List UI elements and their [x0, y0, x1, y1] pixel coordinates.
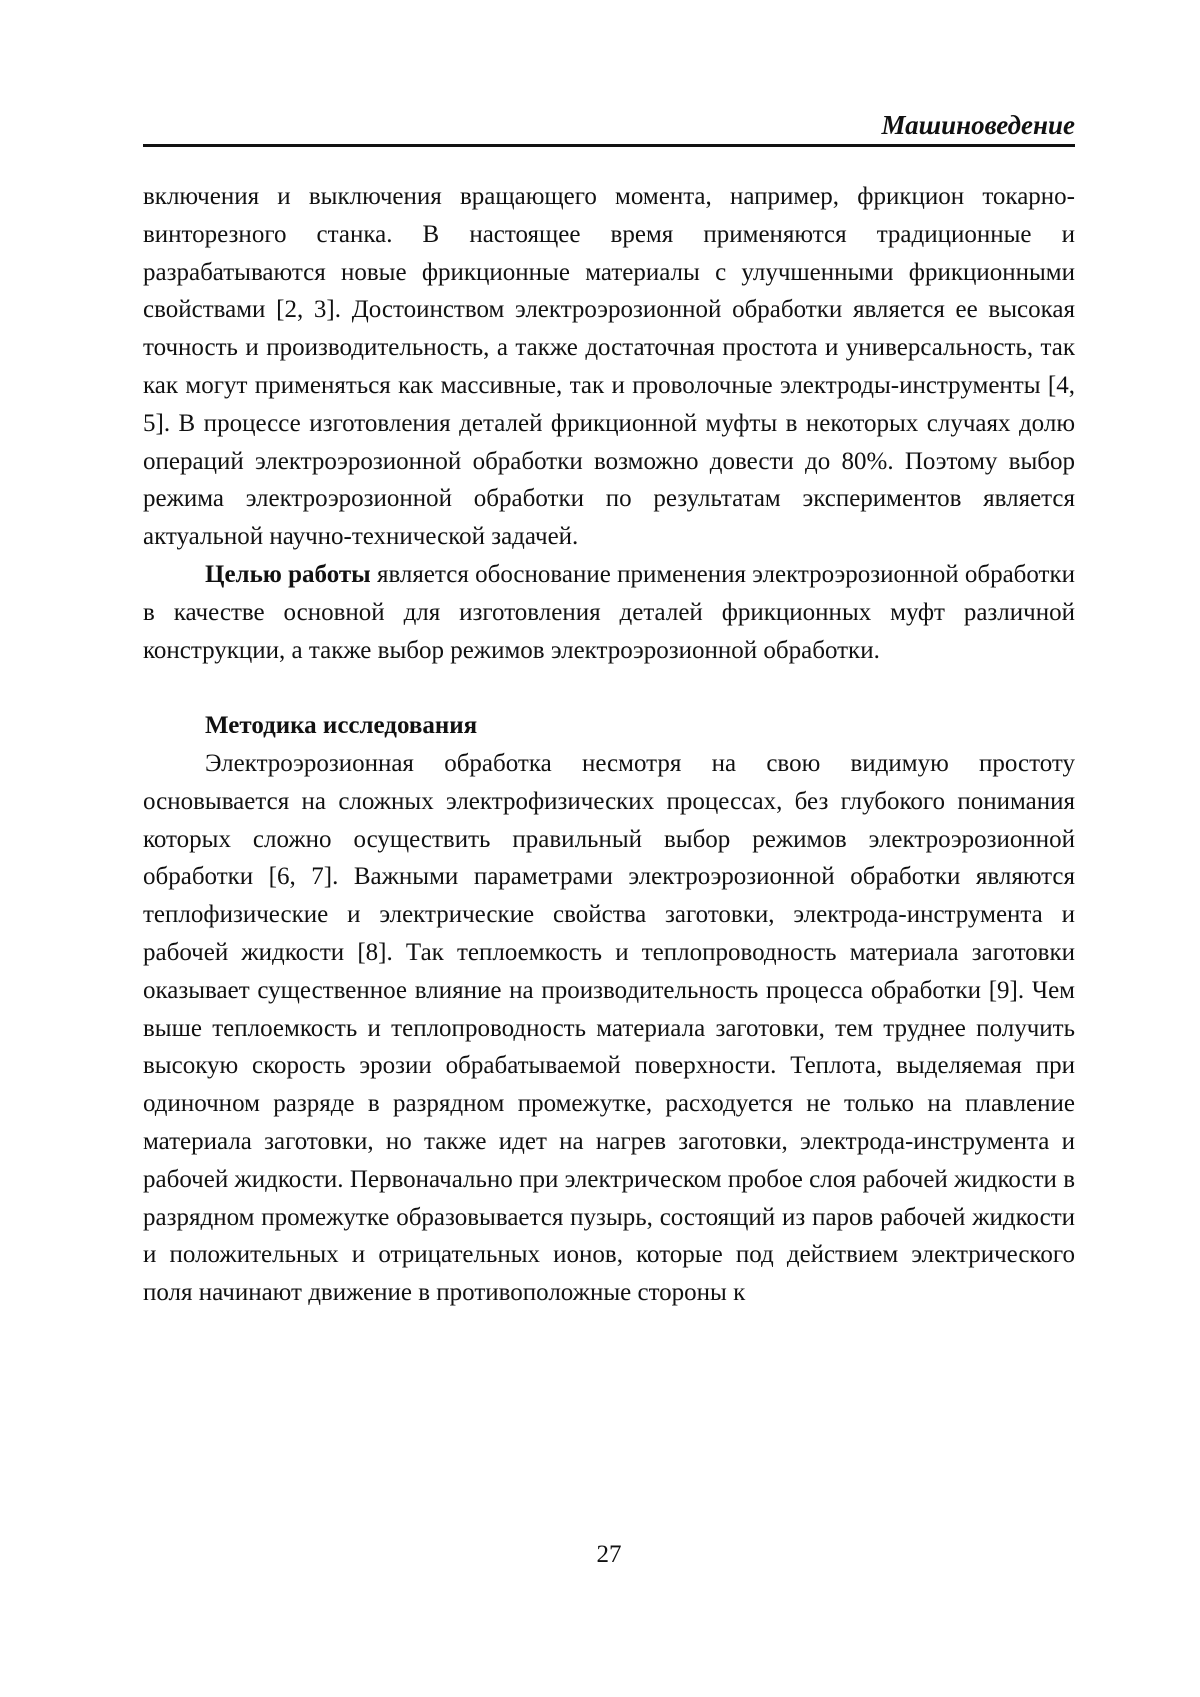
- header-divider: [143, 144, 1075, 147]
- running-head-title: Машиноведение: [881, 112, 1075, 139]
- article-body: [143, 178, 1075, 1312]
- journal-page: [143, 0, 1075, 1697]
- page-number: 27: [143, 1542, 1075, 1567]
- section-spacer: [143, 669, 1075, 707]
- paragraph-continuation: включения и выключения вращающего момента, например, фрикцион токарно-винторезного станка. В настоящее время применяются традиционные и разрабатываются новые фрикционные материалы с улучшенными фрикционными свойствами [2, 3]. Достоинством электроэрозионной обработки является ее высокая точность и производительность, а также достаточная простота и универсальность, так как могут применяться как массивные, так и проволочные электроды-инструменты [4, 5]. В процессе изготовления деталей фрикционной муфты в некоторых случаях долю операций электроэрозионной обработки возможно довести до 80%. Поэтому выбор режима электроэрозионной обработки по результатам экспериментов является актуальной научно-технической задачей.: [143, 178, 1075, 556]
- paragraph-goal: [143, 556, 1075, 669]
- goal-bold-lead: Целью работы: [205, 561, 371, 588]
- paragraph-methodology: Электроэрозионная обработка несмотря на свою видимую простоту основывается на сложных электрофизических процессах, без глубокого понимания которых сложно осуществить правильный выбор режимов электроэрозионной обработки [6, 7]. Важными параметрами электроэрозионной обработки являются теплофизические и электрические свойства заготовки, электрода-инструмента и рабочей жидкости [8]. Так теплоемкость и теплопроводность материала заготовки оказывает существенное влияние на производительность процесса обработки [9]. Чем выше теплоемкость и теплопроводность материала заготовки, тем труднее получить высокую скорость эрозии обрабатываемой поверхности. Теплота, выделяемая при одиночном разряде в разрядном промежутке, расходуется не только на плавление материала заготовки, но также идет на нагрев заготовки, электрода-инструмента и рабочей жидкости. Первоначально при электрическом пробое слоя рабочей жидкости в разрядном промежутке образовывается пузырь, состоящий из паров рабочей жидкости и положительных и отрицательных ионов, которые под действием электрического поля начинают движение в противоположные стороны к: [143, 745, 1075, 1312]
- section-heading-methodology: Методика исследования: [143, 707, 1075, 745]
- goal-text: является обоснование применения электроэрозионной обработки в качестве основной для изготовления деталей фрикционных муфт различной конструкции, а также выбор режимов электроэрозионной обработки.: [143, 561, 1075, 664]
